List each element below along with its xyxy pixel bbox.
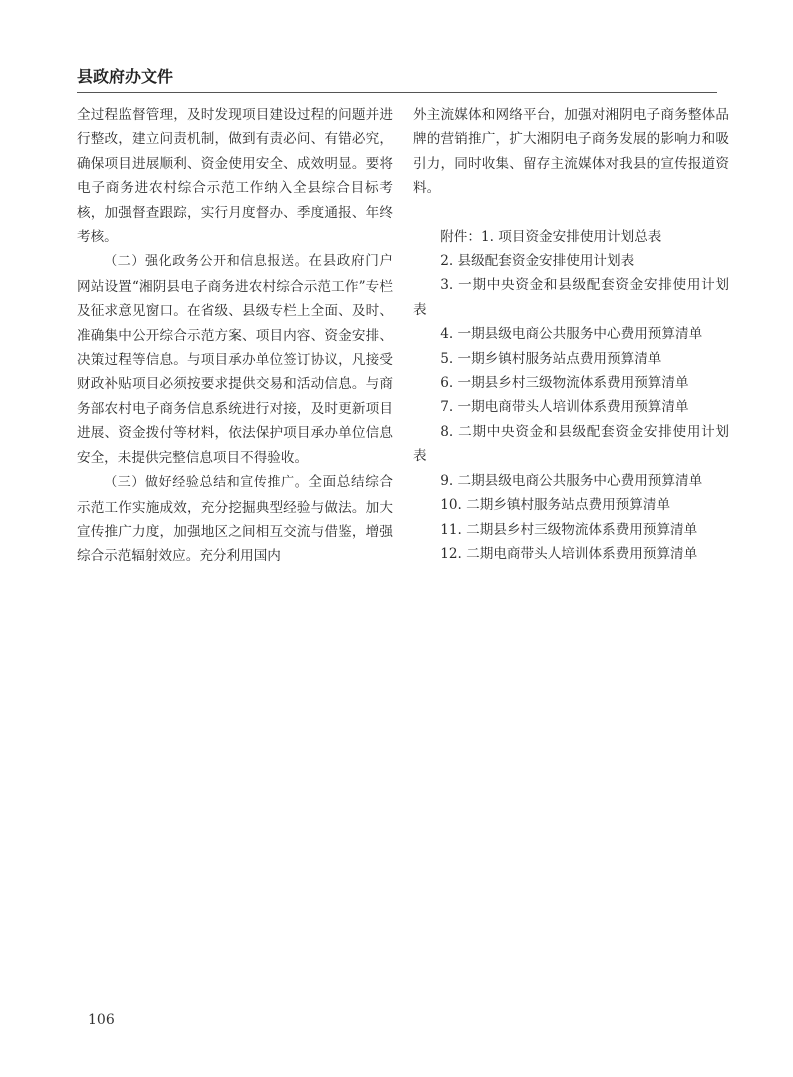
attachment-item: 2. 县级配套资金安排使用计划表 — [440, 253, 635, 270]
attachment-item: 10. 二期乡镇村服务站点费用预算清单 — [440, 497, 671, 514]
page-number: 106 — [88, 1012, 115, 1028]
section-heading: （二）强化政务公开和信息报送。 — [104, 254, 309, 270]
attachment-item: 7. 一期电商带头人培训体系费用预算清单 — [440, 399, 689, 416]
attachment-item: 6. 一期县乡村三级物流体系费用预算清单 — [440, 375, 689, 392]
attachment-item: 4. 一期县级电商公共服务中心费用预算清单 — [440, 326, 703, 343]
section-body: 在县政府门户网站设置“湘阴县电子商务进农村综合示范工作”专栏及征求意见窗口。在省级、县级专栏上全面、及时、准确集中公开综合示范方案、项目内容、资金安排、决策过程等信息。与项目承办单位签订协议，凡接受财政补贴项目必须按要求提供交易和活动信息。与商务部农村电子商务信息系统进行对接，及时更新项目进展、资金拨付等材料，依法保护项目承办单位信息安全，未提供完整信息项目不得验收。 — [77, 253, 393, 466]
running-header: 县政府办文件 — [77, 67, 174, 86]
section-paragraph — [77, 249, 393, 470]
section-heading: （三）做好经验总结和宣传推广。 — [104, 475, 309, 491]
body-paragraph: 全过程监督管理，及时发现项目建设过程的问题并进行整改，建立问责机制，做到有责必问、有错必究，确保项目进展顺利、资金使用安全、成效明显。要将电子商务进农村综合示范工作纳入全县综合目标考核，加强督查跟踪，实行月度督办、季度通报、年终考核。 — [77, 107, 393, 246]
attachment-item: 11. 二期县乡村三级物流体系费用预算清单 — [440, 521, 698, 538]
attachment-item: 9. 二期县级电商公共服务中心费用预算清单 — [440, 472, 703, 489]
attachment-item: 12. 二期电商带头人培训体系费用预算清单 — [440, 545, 698, 562]
section-body: 全面总结综合示范工作实施成效，充分挖掘典型经验与做法。加大宣传推广力度，加强地区之间相互交流与借鉴，增强综合示范辐射效应。充分利用国内 — [77, 474, 393, 565]
attachment-item: 8. 二期中央资金和县级配套资金安排使用计划表 — [413, 423, 729, 465]
attachment-item: 附件：1. 项目资金安排使用计划总表 — [440, 228, 662, 245]
attachment-list — [413, 225, 729, 567]
right-column — [413, 103, 729, 566]
attachment-item: 3. 一期中央资金和县级配套资金安排使用计划表 — [413, 277, 729, 318]
attachment-item: 5. 一期乡镇村服务站点费用预算清单 — [440, 350, 662, 367]
header-divider — [77, 92, 717, 93]
body-paragraph: 外主流媒体和网络平台，加强对湘阴电子商务整体品牌的营销推广，扩大湘阴电子商务发展的影响力和吸引力，同时收集、留存主流媒体对我县的宣传报道资料。 — [413, 107, 729, 197]
left-column — [77, 103, 393, 569]
section-paragraph — [77, 470, 393, 569]
